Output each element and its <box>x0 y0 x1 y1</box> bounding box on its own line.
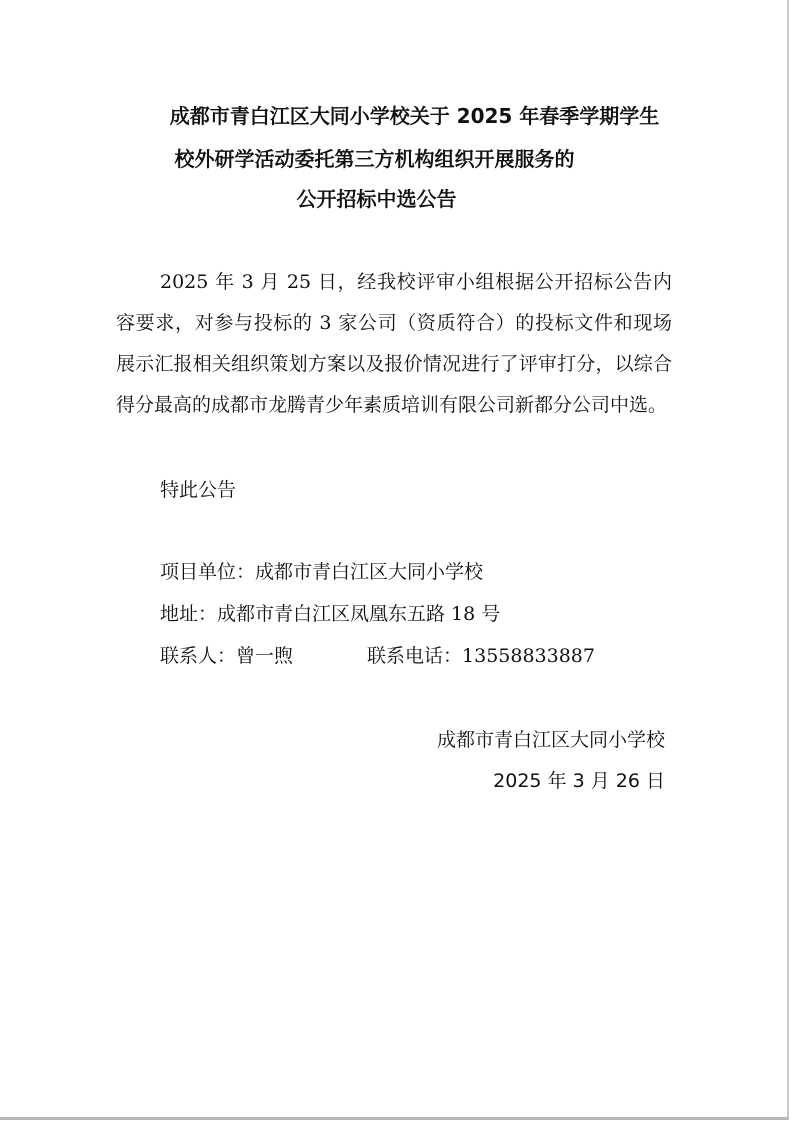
contact-line <box>160 636 595 676</box>
body-paragraph: 2025 年 3 月 25 日，经我校评审小组根据公开招标公告内容要求，对参与投标的 3 家公司（资质符合）的投标文件和现场展示汇报相关组织策划方案以及报价情况进行了评审打分，以综合得分最高的成都市龙腾青少年素质培训有限公司新都分公司中选。 <box>116 271 672 416</box>
signature-name: 成都市青白江区大同小学校 <box>436 729 665 751</box>
project-unit: 项目单位：成都市青白江区大同小学校 <box>160 561 484 583</box>
title-line-2: 校外研学活动委托第三方机构组织开展服务的 <box>174 147 575 171</box>
signature-date: 2025 年 3 月 26 日 <box>493 770 665 792</box>
address: 地址：成都市青白江区凤凰东五路 18 号 <box>160 603 501 625</box>
contact-person: 联系人：曾一煦 <box>160 645 294 667</box>
title-line-3: 公开招标中选公告 <box>296 187 457 211</box>
title-line-1: 成都市青白江区大同小学校关于 2025 年春季学期学生 <box>169 104 660 128</box>
contact-phone: 联系电话：13558833887 <box>367 645 595 667</box>
special-notice: 特此公告 <box>160 479 237 501</box>
